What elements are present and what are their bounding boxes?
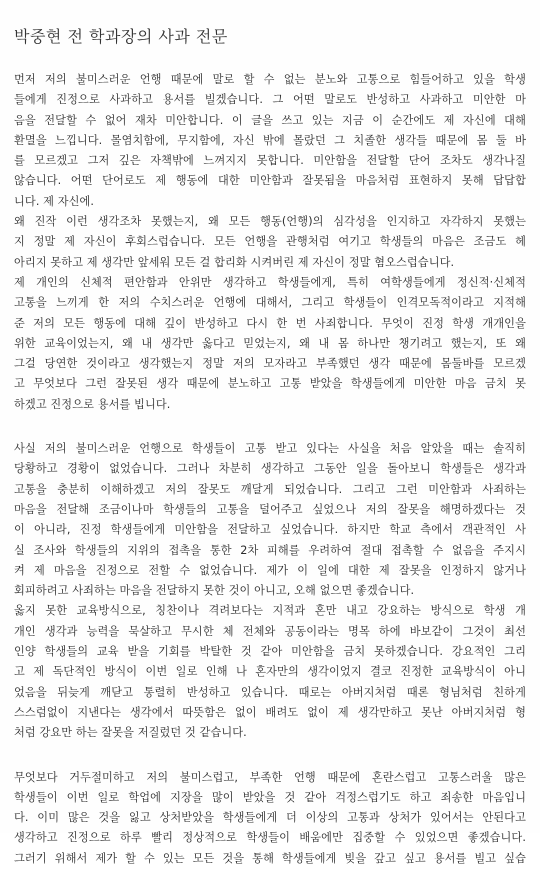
text-line: 사실 저의 불미스러운 언행으로 학생들이 고통 받고 있다는 사실을 처음 알았을 때는 솔직히 (14, 442, 526, 456)
text-line: 그러기 위해서 제가 할 수 있는 모든 것을 통해 학생들에게 빚을 갚고 싶고 용서를 빌고 싶습 (14, 851, 526, 865)
paragraph-1 (14, 70, 526, 212)
text-line: 인양 학생들의 교육 받을 기회를 박탈한 것 같아 미안함을 금치 못하겠습니다. 강요적인 그리 (14, 645, 526, 659)
text-line: 켜 제 마음을 진정으로 전할 수 없었습니다. 제가 이 일에 대한 제 잘못을 인정하지 않거나 (14, 563, 526, 577)
paragraph-4 (14, 439, 526, 601)
document-title: 박중현 전 학과장의 사과 전문 (14, 27, 228, 46)
text-line: 당황하고 경황이 없었습니다. 그러나 차분히 생각하고 그동안 일을 돌아보니 학생들은 생각과 (14, 462, 526, 476)
paragraph-spacer (14, 415, 526, 439)
text-line: 그걸 당연한 것이라고 생각했는지 정말 저의 모자라고 부족했던 생각 때문에 몸둘바를 모르겠 (14, 357, 526, 371)
text-line: 다. 이미 많은 것을 잃고 상처받았을 학생들에게 더 이상의 고통과 상처가 있어서는 안된다고 (14, 811, 526, 825)
text-line: 니다. 제 자신에. (14, 194, 95, 208)
text-line: 고 무엇보다 그런 잘못된 생각 때문에 분노하고 고통 받았을 학생들에게 미안한 마음 금치 못 (14, 377, 526, 391)
text-line: 제 개인의 신체적 편안함과 안위만 생각하고 학생들에게, 특히 여학생들에게 정신적·신체적 (14, 275, 526, 289)
text-line: 환멸을 느낍니다. 몰염치함에, 무지함에, 자신 밖에 몰랐던 그 치졸한 생각들 때문에 몸 둘 바 (14, 133, 526, 147)
text-line: 이 아니라, 진정 학생들에게 미안함을 전달하고 싶었습니다. 하지만 학교 측에서 객관적인 사 (14, 523, 526, 537)
text-line: 하겠고 진정으로 용서를 빕니다. (14, 397, 171, 411)
text-line: 회피하려고 사죄하는 마음을 전달하지 못한 것이 아니고, 오해 없으면 좋겠습니다. (14, 584, 415, 598)
document-body (14, 70, 526, 869)
text-line: 스스럼없이 지낸다는 생각에서 따뜻함은 없이 배려도 없이 제 생각만하고 못난 아버지처럼 형 (14, 705, 526, 719)
text-line: 었음을 뒤늦게 깨닫고 통렬히 반성하고 있습니다. 때로는 아버지처럼 때론 형님처럼 친하게 (14, 685, 526, 699)
text-line: 고통을 느끼게 한 저의 수치스러운 언행에 대해서, 그리고 학생들이 인격모독적이라고 지적해 (14, 296, 526, 310)
paragraph-2 (14, 212, 526, 273)
paragraph-5 (14, 601, 526, 743)
text-line: 개인 생각과 능력을 묵살하고 무시한 체 전체와 공동이라는 명목 하에 바보같이 그것이 최선 (14, 624, 526, 638)
text-line: 학생들이 이번 일로 학업에 지장을 많이 받았을 것 같아 걱정스럽기도 하고 죄송한 마음입니 (14, 790, 526, 804)
text-line: 들에게 진정으로 사과하고 용서를 빌겠습니다. 그 어떤 말로도 반성하고 사과하고 미안한 마 (14, 93, 526, 107)
text-line: 아리지 못하고 제 생각만 앞세워 모든 걸 합리화 시켜버린 제 자신이 정말 혐오스럽습니다. (14, 255, 455, 269)
text-line: 고통을 충분히 이해하겠고 저의 잘못도 깨달게 되었습니다. 그리고 그런 미안함과 사죄하는 (14, 482, 526, 496)
paragraph-6 (14, 768, 526, 869)
text-line: 지 정말 제 자신이 후회스럽습니다. 모든 언행을 관행처럼 여기고 학생들의 마음은 조금도 헤 (14, 235, 526, 249)
text-line: 왜 진작 이런 생각조차 못했는지, 왜 모든 행동(언행)의 심각성을 인지하고 자각하지 못했는 (14, 215, 526, 229)
text-line: 처럼 강요만 하는 잘못을 저질렀던 것 같습니다. (14, 726, 247, 740)
text-line: 마음을 전달해 조금이나마 학생들의 고통을 덜어주고 싶었으나 저의 잘못을 해명하겠다는 것 (14, 502, 526, 516)
text-line: 위한 교육이었는지, 왜 내 생각만 옳다고 믿었는지, 왜 내 몸 하나만 챙기려고 했는지, 또 왜 (14, 336, 526, 350)
text-line: 않습니다. 어떤 단어로도 제 행동에 대한 미안함과 잘못됨을 마음처럼 표현하지 못해 답답합 (14, 174, 526, 188)
text-line: 옳지 못한 교육방식으로, 칭찬이나 격려보다는 지적과 혼만 내고 강요하는 방식으로 학생 개 (14, 604, 526, 618)
text-line: 음을 전달할 수 없어 재차 미안합니다. 이 글을 쓰고 있는 지금 이 순간에도 제 자신에 대해 (14, 113, 526, 127)
text-line: 무엇보다 거두절미하고 저의 불미스럽고, 부족한 언행 때문에 혼란스럽고 고통스러울 많은 (14, 770, 526, 784)
text-line: 준 저의 모든 행동에 대해 깊이 반성하고 다시 한 번 사죄합니다. 무엇이 진정 학생 개개인을 (14, 316, 526, 330)
paragraph-3 (14, 273, 526, 415)
paragraph-spacer (14, 744, 526, 768)
text-line: 실 조사와 학생들의 지위의 접촉을 통한 2차 피해를 우려하여 절대 접촉할 수 없음을 주지시 (14, 543, 526, 557)
text-line: 먼저 저의 불미스러운 언행 때문에 말로 할 수 없는 분노와 고통으로 힘들어하고 있을 학생 (14, 73, 526, 86)
text-line: 생각하고 진정으로 하루 빨리 정상적으로 학생들이 배움에만 집중할 수 있었으면 좋겠습니다. (14, 831, 526, 845)
text-line: 고 제 독단적인 방식이 이번 일로 인해 나 혼자만의 생각이었지 결코 진정한 교육방식이 아니 (14, 665, 526, 679)
text-line: 를 모르겠고 그저 깊은 자책밖에 느껴지지 못합니다. 미안함을 전달할 단어 조차도 생각나질 (14, 154, 526, 168)
